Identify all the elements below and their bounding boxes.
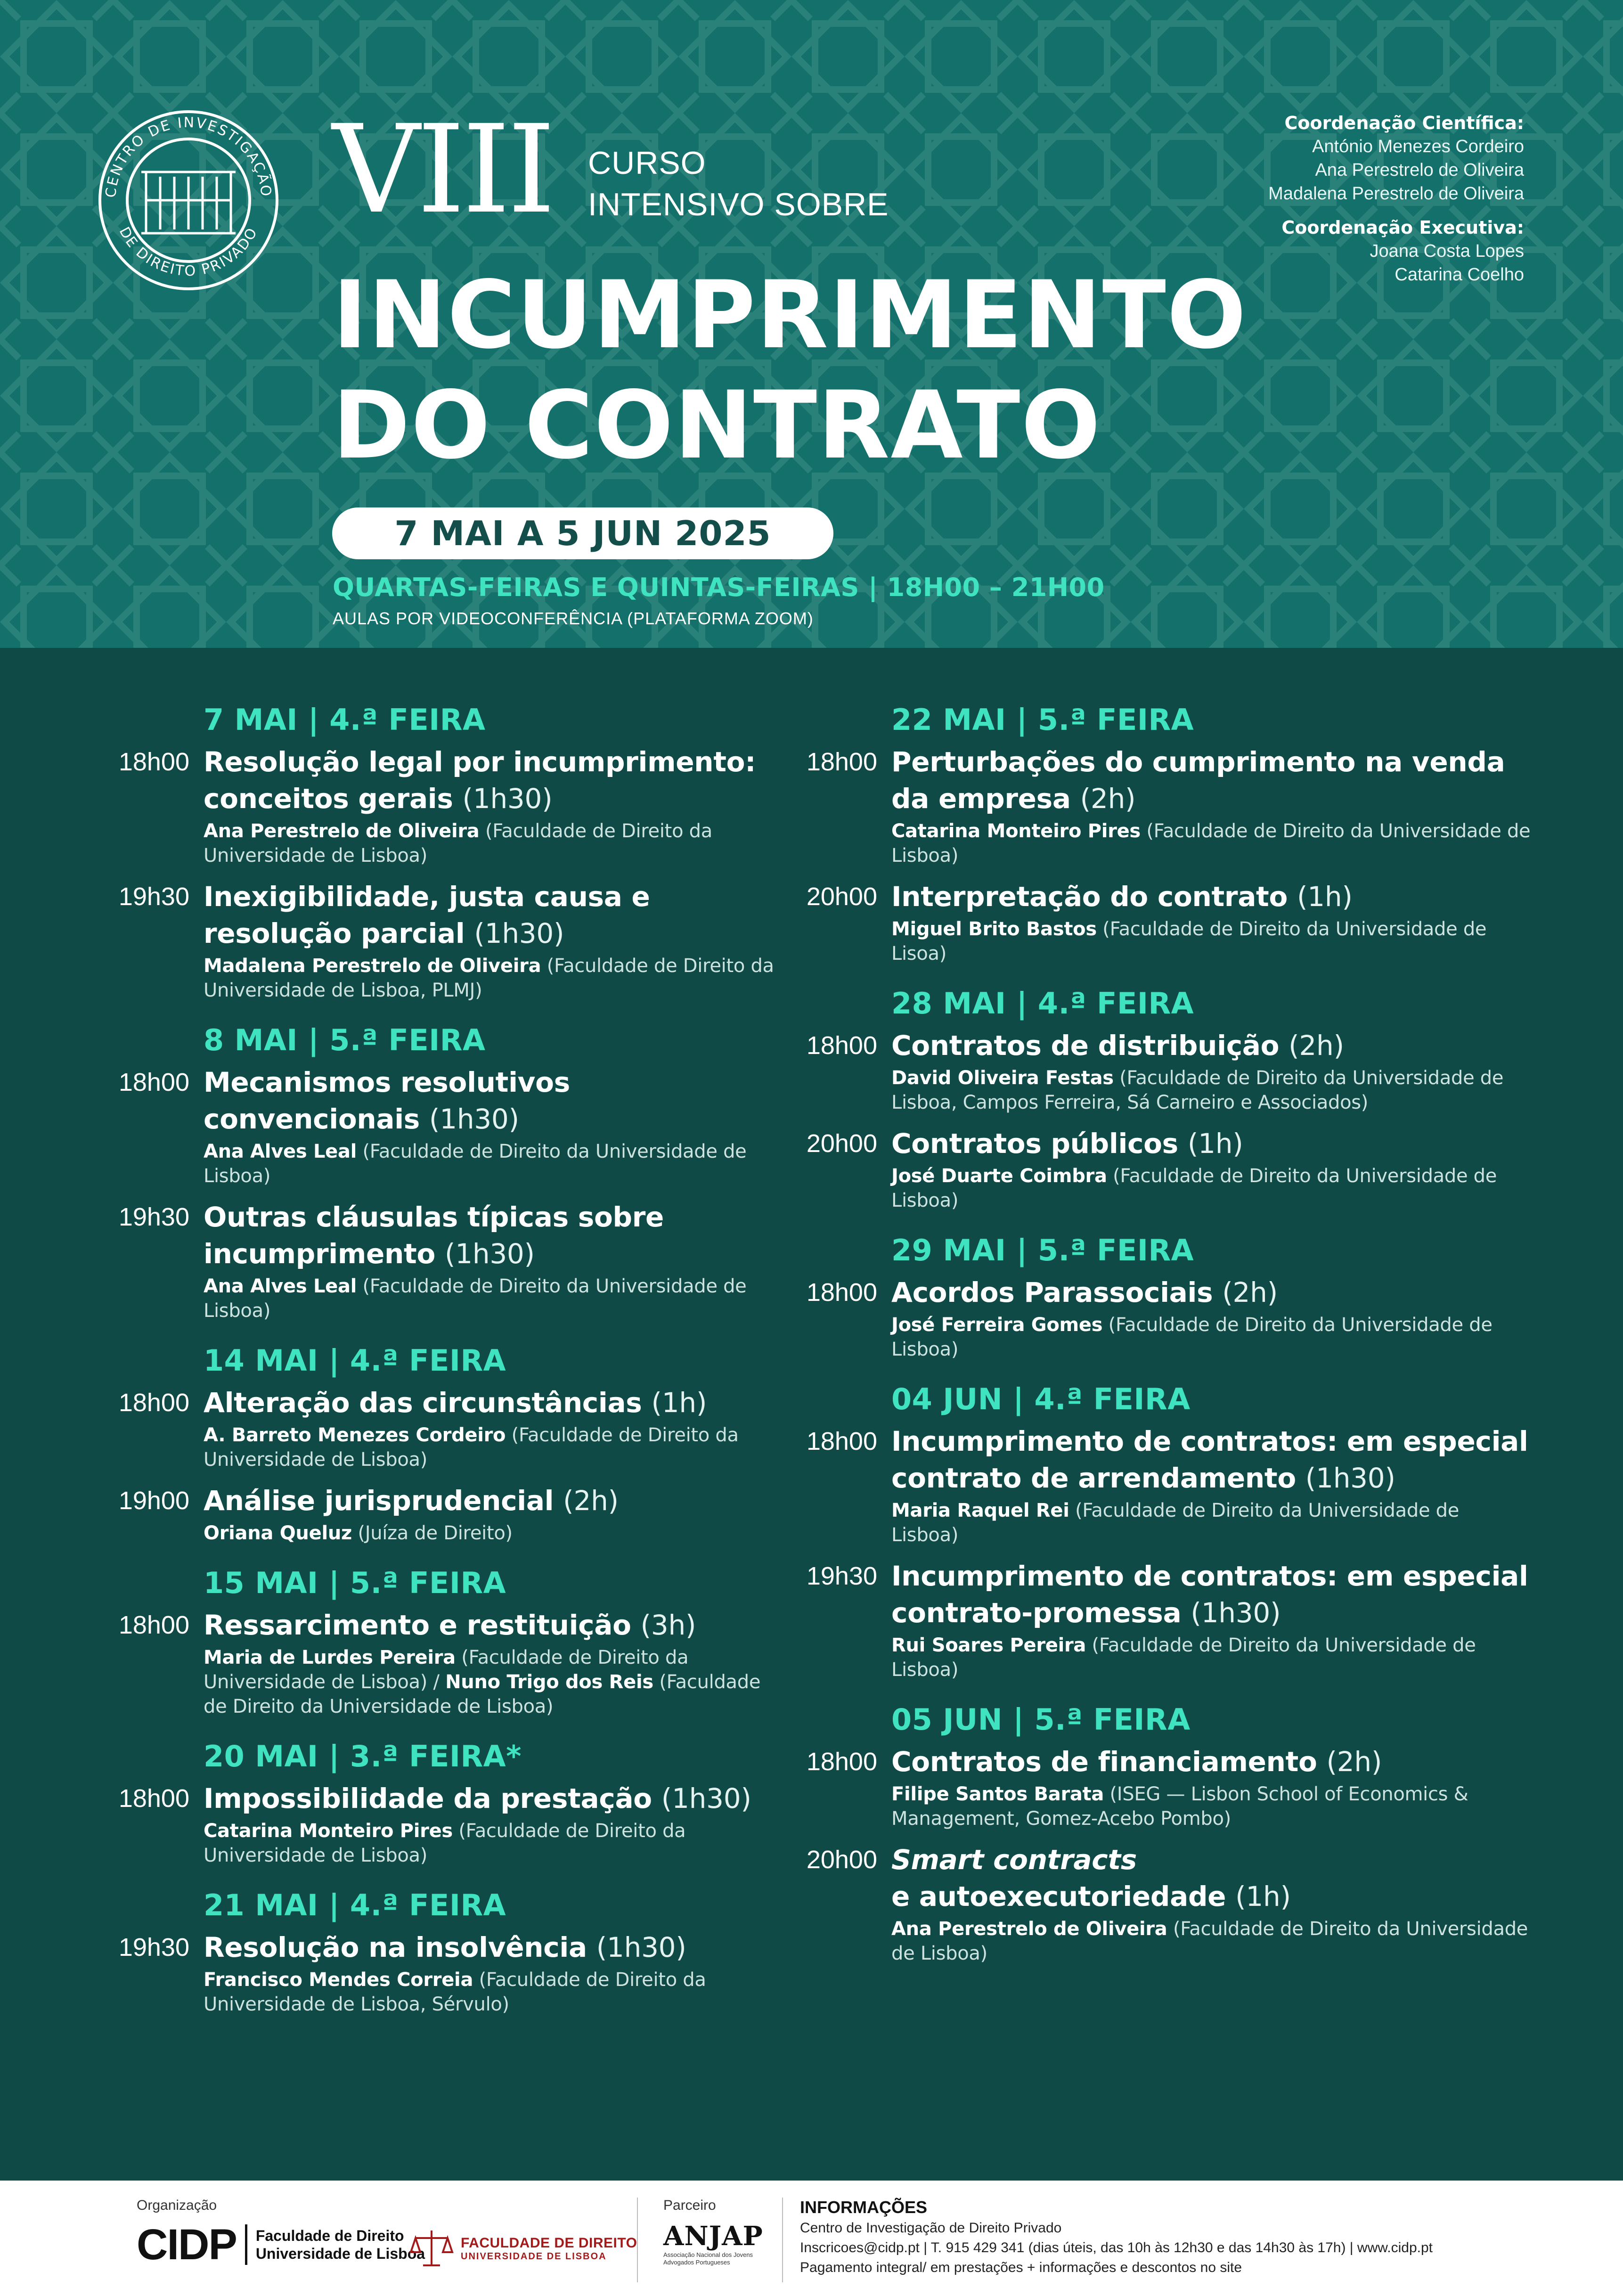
- cidp-subtitle-line2: Universidade de Lisboa: [255, 2245, 425, 2262]
- session-speaker: [204, 1968, 782, 2017]
- session-speaker: [204, 954, 782, 1003]
- session-title-text: Alteração das circunstâncias: [204, 1387, 642, 1419]
- speaker-affiliation: (Faculdade de Direito da Universidade de Lisboa): [891, 820, 1531, 866]
- speaker-name: David Oliveira Festas: [891, 1067, 1114, 1089]
- program-day: [796, 1381, 1531, 1682]
- speaker-name: José Ferreira Gomes: [891, 1314, 1103, 1336]
- session-row: [796, 1274, 1531, 1362]
- session-body: [891, 1423, 1531, 1547]
- session-time: 18h00: [806, 748, 877, 776]
- speaker-affiliation: (Juíza de Direito): [358, 1522, 513, 1544]
- session-row: [108, 1929, 782, 2017]
- session-time: 18h00: [118, 748, 189, 776]
- program-day: [796, 701, 1531, 966]
- session-body: [204, 1384, 782, 1472]
- executive-coordination-label: Coordenação Executiva:: [1281, 217, 1524, 238]
- coordinator-name: Catarina Coelho: [1395, 265, 1524, 285]
- speaker-name: Ana Perestrelo de Oliveira: [204, 820, 480, 842]
- session-body: [891, 878, 1531, 966]
- session-body: [204, 744, 782, 868]
- speaker-name: Miguel Brito Bastos: [891, 918, 1097, 940]
- speaker-name: Maria de Lurdes Pereira: [204, 1647, 456, 1668]
- session-speaker: [204, 1139, 782, 1188]
- session-body: [204, 1929, 782, 2017]
- course-label-line1: CURSO: [588, 145, 706, 181]
- speaker-affiliation: (Faculdade de Direito da Universidade de Lisboa): [204, 1424, 739, 1471]
- session-body: [204, 1199, 782, 1323]
- session-body: [204, 1607, 782, 1719]
- session-duration: (2h): [1289, 1030, 1344, 1062]
- session-time: 18h00: [806, 1748, 877, 1776]
- program-day: [796, 1232, 1531, 1362]
- fdul-university: UNIVERSIDADE DE LISBOA: [461, 2251, 607, 2262]
- cidp-subtitle: [256, 2227, 425, 2263]
- session-time: 18h00: [806, 1278, 877, 1307]
- speaker-name: Maria Raquel Rei: [891, 1500, 1069, 1521]
- session-speaker: [204, 1645, 782, 1719]
- organization-label: Organização: [137, 2198, 217, 2213]
- session-row: [796, 878, 1531, 966]
- session-speaker: [204, 1521, 782, 1545]
- speaker-name: José Duarte Coimbra: [891, 1165, 1107, 1187]
- session-duration: (1h): [1187, 1128, 1243, 1160]
- information-title: INFORMAÇÕES: [800, 2198, 927, 2217]
- program-day: [108, 701, 782, 1003]
- session-title: [891, 1125, 1531, 1162]
- session-time: 19h30: [118, 882, 189, 911]
- session-title-text: Contratos de distribuição: [891, 1030, 1280, 1062]
- anjap-wordmark: ANJAP: [663, 2221, 763, 2252]
- fdul-logo: [409, 2226, 637, 2271]
- day-header: 28 MAI | 4.ª FEIRA: [891, 986, 1194, 1021]
- session-duration: (1h): [1297, 881, 1353, 913]
- session-title-text: Inexigibilidade, justa causa e resolução parcial: [204, 881, 650, 949]
- session-title: [204, 1064, 782, 1137]
- day-header: 8 MAI | 5.ª FEIRA: [204, 1023, 486, 1057]
- session-title: [891, 1027, 1531, 1064]
- anjap-logo: [663, 2221, 763, 2266]
- speaker-name: Nuno Trigo dos Reis: [445, 1671, 653, 1693]
- session-speaker: [891, 1917, 1531, 1966]
- cidp-building-logo: [94, 106, 283, 294]
- day-header: 29 MAI | 5.ª FEIRA: [891, 1233, 1194, 1267]
- speaker-name: Catarina Monteiro Pires: [204, 1820, 453, 1842]
- session-duration: (1h30): [444, 1238, 535, 1270]
- session-duration: (1h30): [1305, 1462, 1395, 1494]
- program-day: [108, 1887, 782, 2017]
- session-row: [108, 1482, 782, 1545]
- session-time: 19h00: [118, 1487, 189, 1515]
- session-time: 19h30: [118, 1203, 189, 1231]
- day-header: 21 MAI | 4.ª FEIRA: [204, 1888, 506, 1922]
- speaker-name: A. Barreto Menezes Cordeiro: [204, 1424, 506, 1446]
- scientific-coordination-label: Coordenação Científica:: [1284, 113, 1524, 133]
- session-row: [796, 1558, 1531, 1682]
- session-speaker: [891, 819, 1531, 868]
- session-speaker: [891, 1633, 1531, 1682]
- session-body: [204, 1482, 782, 1545]
- anjap-subtitle: Associação Nacional dos Jovens Advogados Portugueses: [663, 2251, 753, 2266]
- day-header: 22 MAI | 5.ª FEIRA: [891, 703, 1194, 737]
- speaker-name: Oriana Queluz: [204, 1522, 352, 1544]
- schedule-info: QUARTAS-FEIRAS E QUINTAS-FEIRAS | 18H00 – 21H00: [333, 572, 1105, 602]
- session-title-text: Contratos públicos: [891, 1128, 1178, 1160]
- session-title: [891, 1558, 1531, 1631]
- speaker-affiliation: (Faculdade de Direito da Universidade de Lisboa): [204, 1671, 761, 1717]
- session-title-text: Resolução na insolvência: [204, 1931, 587, 1963]
- coordinator-name: Joana Costa Lopes: [1370, 241, 1524, 261]
- session-row: [108, 1064, 782, 1188]
- session-row: [108, 1607, 782, 1719]
- session-speaker: [891, 1066, 1531, 1115]
- session-row: [796, 1743, 1531, 1831]
- session-time: 18h00: [118, 1068, 189, 1096]
- session-duration: (3h): [640, 1609, 696, 1641]
- session-body: [891, 1274, 1531, 1362]
- speaker-affiliation: (Faculdade de Direito da Universidade de Lisboa, PLMJ): [204, 955, 774, 1001]
- footer-divider: [637, 2198, 638, 2282]
- session-title-text: Ressarcimento e restituição: [204, 1609, 631, 1641]
- program-column-right: [796, 701, 1531, 1985]
- program-day: [796, 1701, 1531, 1966]
- session-title-italic: Smart contracts: [891, 1844, 1137, 1876]
- day-header: 14 MAI | 4.ª FEIRA: [204, 1343, 506, 1378]
- speaker-affiliation: (Faculdade de Direito da Universidade de Lisboa): [891, 1634, 1476, 1681]
- session-title-text: Incumprimento de contratos: em especial contrato-promessa: [891, 1560, 1528, 1629]
- poster-title-line2: DO CONTRATO: [333, 371, 1101, 480]
- session-speaker: [891, 1498, 1531, 1547]
- session-title: [204, 1199, 782, 1272]
- speaker-affiliation: (Faculdade de Direito da Universidade de Lisboa, Campos Ferreira, Sá Carneiro e Associados): [891, 1067, 1504, 1113]
- session-title-text: Impossibilidade da prestação: [204, 1782, 652, 1814]
- logo-text-bottom: DE DIREITO PRIVADO: [115, 224, 261, 280]
- session-time: 19h30: [118, 1933, 189, 1961]
- program-day: [108, 1021, 782, 1323]
- session-speaker: [204, 1423, 782, 1472]
- session-body: [891, 1125, 1531, 1213]
- session-duration: (2h): [1326, 1746, 1382, 1778]
- session-duration: (1h): [651, 1387, 707, 1419]
- session-title-text: Outras cláusulas típicas sobre incumprimento: [204, 1201, 664, 1270]
- session-row: [796, 1027, 1531, 1115]
- speaker-affiliation: (Faculdade de Direito da Universidade de Lisboa) /: [204, 1647, 689, 1693]
- session-speaker: [891, 1782, 1531, 1831]
- speaker-affiliation: (ISEG — Lisbon School of Economics & Management, Gomez-Acebo Pombo): [891, 1783, 1468, 1830]
- session-duration: (2h): [1080, 783, 1136, 815]
- speaker-affiliation: (Faculdade de Direito da Universidade de Lisboa): [204, 1275, 747, 1322]
- day-header: 7 MAI | 4.ª FEIRA: [204, 703, 486, 737]
- poster-header: [0, 0, 1623, 648]
- session-time: 20h00: [806, 1129, 877, 1158]
- session-body: [891, 1743, 1531, 1831]
- session-row: [796, 1423, 1531, 1547]
- program-day: [796, 985, 1531, 1213]
- information-block: [800, 2197, 1433, 2278]
- coordinator-name: Madalena Perestrelo de Oliveira: [1268, 184, 1524, 204]
- speaker-name: Madalena Perestrelo de Oliveira: [204, 955, 541, 977]
- session-body: [204, 1064, 782, 1188]
- speaker-affiliation: (Faculdade de Direito da Universidade de Lisboa): [204, 820, 712, 866]
- speaker-affiliation: (Faculdade de Direito da Universidade de Lisoa): [891, 918, 1487, 964]
- session-title-text: Resolução legal por incumprimento: conceitos gerais: [204, 746, 756, 815]
- session-title-text: e autoexecutoriedade: [891, 1880, 1226, 1912]
- speaker-name: Ana Alves Leal: [204, 1141, 357, 1162]
- session-speaker: [891, 1164, 1531, 1213]
- session-title-text: Mecanismos resolutivos convencionais: [204, 1066, 570, 1135]
- cidp-wordmark: CIDP: [137, 2221, 237, 2269]
- session-body: [204, 1780, 782, 1868]
- session-time: 18h00: [806, 1427, 877, 1455]
- speaker-affiliation: (Faculdade de Direito da Universidade de Lisboa, Sérvulo): [204, 1969, 706, 2015]
- day-header: 05 JUN | 5.ª FEIRA: [891, 1702, 1191, 1737]
- session-title: [204, 744, 782, 817]
- session-title-text: Contratos de financiamento: [891, 1746, 1317, 1778]
- cidp-logo: [137, 2221, 425, 2269]
- session-title: [204, 878, 782, 952]
- session-speaker: [204, 1274, 782, 1323]
- coordinator-name: António Menezes Cordeiro: [1312, 137, 1524, 156]
- session-title: [891, 1841, 1531, 1915]
- session-title-text: Acordos Parassociais: [891, 1276, 1213, 1308]
- session-row: [108, 878, 782, 1003]
- fdul-name: FACULDADE DE DIREITO: [461, 2235, 637, 2251]
- session-body: [891, 1841, 1531, 1966]
- scales-of-justice-icon: [409, 2226, 454, 2271]
- session-title: [891, 1423, 1531, 1496]
- session-row: [796, 744, 1531, 868]
- session-title: [891, 878, 1531, 915]
- program-day: [108, 1342, 782, 1545]
- partner-label: Parceiro: [663, 2198, 716, 2213]
- speaker-name: Rui Soares Pereira: [891, 1634, 1086, 1656]
- speaker-name: Francisco Mendes Correia: [204, 1969, 473, 1991]
- session-title: [891, 1743, 1531, 1780]
- session-title-text: Interpretação do contrato: [891, 881, 1288, 913]
- session-title: [204, 1607, 782, 1643]
- session-title-text: Análise jurisprudencial: [204, 1485, 554, 1517]
- session-time: 20h00: [806, 1846, 877, 1874]
- session-duration: (1h30): [661, 1782, 751, 1814]
- session-duration: (1h30): [474, 917, 564, 949]
- speaker-name: Filipe Santos Barata: [891, 1783, 1104, 1805]
- session-speaker: [204, 819, 782, 868]
- course-dates-badge: 7 MAI A 5 JUN 2025: [332, 507, 833, 559]
- speaker-affiliation: (Faculdade de Direito da Universidade de Lisboa): [891, 1918, 1528, 1964]
- logo-text-top: CENTRO DE INVESTIGAÇÃO: [102, 114, 275, 199]
- info-line: Pagamento integral/ em prestações + informações e descontos no site: [800, 2260, 1242, 2275]
- session-title: [204, 1384, 782, 1421]
- session-body: [891, 1558, 1531, 1682]
- coordination-block: [1100, 111, 1524, 286]
- session-time: 18h00: [118, 1389, 189, 1417]
- footer-divider: [782, 2198, 783, 2282]
- speaker-name: Ana Alves Leal: [204, 1275, 357, 1297]
- program-day: [108, 1738, 782, 1868]
- session-duration: (1h30): [462, 783, 553, 815]
- session-title-text: Incumprimento de contratos: em especial contrato de arrendamento: [891, 1425, 1528, 1494]
- session-duration: (2h): [563, 1485, 619, 1517]
- session-row: [108, 744, 782, 868]
- session-row: [108, 1780, 782, 1868]
- cidp-subtitle-line1: Faculdade de Direito: [255, 2227, 404, 2244]
- speaker-affiliation: (Faculdade de Direito da Universidade de Lisboa): [891, 1500, 1460, 1546]
- day-header: 04 JUN | 4.ª FEIRA: [891, 1382, 1191, 1416]
- session-speaker: [204, 1819, 782, 1868]
- session-title: [891, 1274, 1531, 1311]
- session-duration: (1h): [1235, 1880, 1291, 1912]
- speaker-affiliation: (Faculdade de Direito da Universidade de Lisboa): [891, 1314, 1493, 1360]
- session-body: [891, 1027, 1531, 1115]
- session-duration: (2h): [1222, 1276, 1278, 1308]
- info-contact-line[interactable]: Inscricoes@cidp.pt | T. 915 429 341 (dias úteis, das 10h às 12h30 e das 14h30 às 17h) | www.cidp.pt: [800, 2240, 1433, 2255]
- day-header: 20 MAI | 3.ª FEIRA*: [204, 1739, 522, 1773]
- session-duration: (1h30): [596, 1931, 686, 1963]
- speaker-affiliation: (Faculdade de Direito da Universidade de Lisboa): [204, 1141, 747, 1187]
- session-title: [204, 1780, 782, 1817]
- edition-numeral: VIII: [332, 99, 553, 240]
- session-time: 18h00: [118, 1611, 189, 1639]
- speaker-name: Catarina Monteiro Pires: [891, 820, 1141, 842]
- poster-footer: [0, 2181, 1623, 2296]
- session-title: [204, 1929, 782, 1966]
- session-speaker: [891, 917, 1531, 966]
- speaker-affiliation: (Faculdade de Direito da Universidade de Lisboa): [204, 1820, 686, 1866]
- coordinator-name: Ana Perestrelo de Oliveira: [1315, 160, 1524, 180]
- session-row: [796, 1841, 1531, 1966]
- speaker-name: Ana Perestrelo de Oliveira: [891, 1918, 1167, 1940]
- poster-title-line1: INCUMPRIMENTO: [333, 261, 1248, 369]
- session-title: [204, 1482, 782, 1519]
- info-line: Centro de Investigação de Direito Privado: [800, 2220, 1062, 2236]
- course-label-line2: INTENSIVO SOBRE: [588, 187, 889, 222]
- session-body: [204, 878, 782, 1003]
- session-body: [891, 744, 1531, 868]
- session-duration: (1h30): [429, 1103, 519, 1135]
- session-title: [891, 744, 1531, 817]
- session-time: 18h00: [118, 1784, 189, 1813]
- day-header: 15 MAI | 5.ª FEIRA: [204, 1566, 506, 1600]
- program-day: [108, 1564, 782, 1719]
- session-speaker: [891, 1313, 1531, 1362]
- session-time: 18h00: [806, 1031, 877, 1060]
- session-row: [108, 1199, 782, 1323]
- session-title-text: Perturbações do cumprimento na venda da empresa: [891, 746, 1505, 815]
- session-duration: (1h30): [1191, 1597, 1281, 1629]
- session-row: [108, 1384, 782, 1472]
- session-row: [796, 1125, 1531, 1213]
- speaker-affiliation: (Faculdade de Direito da Universidade de Lisboa): [891, 1165, 1497, 1211]
- format-info: AULAS POR VIDEOCONFERÊNCIA (PLATAFORMA ZOOM): [333, 609, 814, 628]
- session-time: 20h00: [806, 882, 877, 911]
- session-time: 19h30: [806, 1562, 877, 1590]
- program-column-left: [108, 701, 782, 2035]
